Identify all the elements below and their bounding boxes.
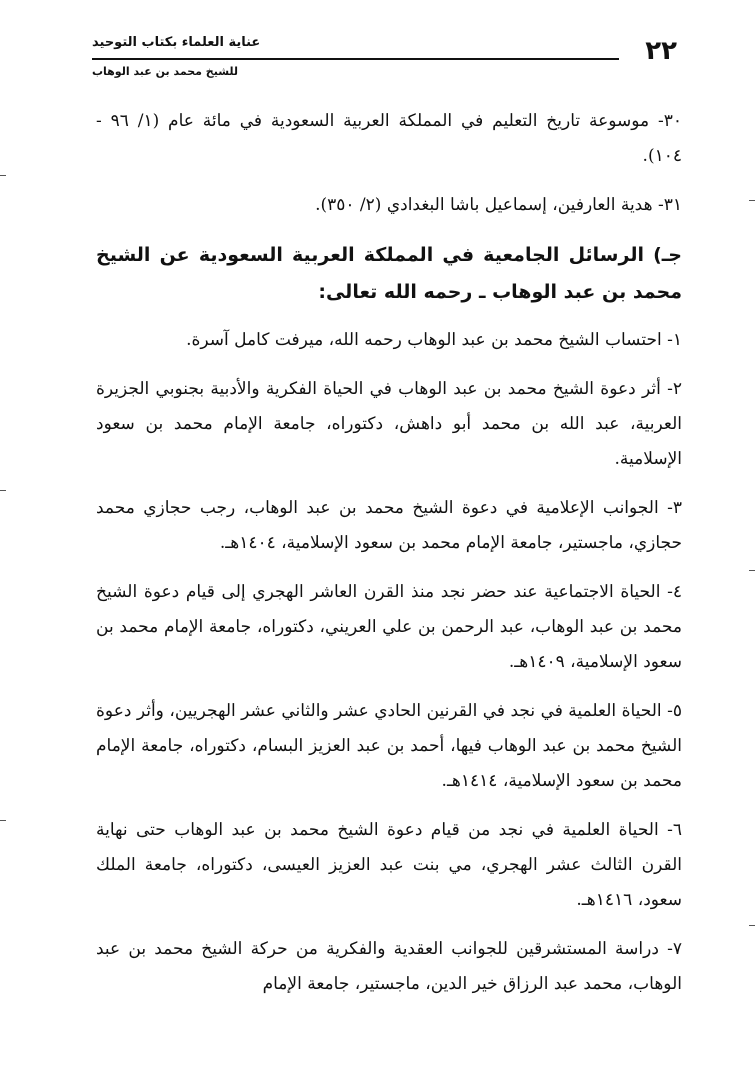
reference-text: موسوعة تاريخ التعليم في المملكة العربية السعودية في مائة عام (١/ ٩٦ - ١٠٤). — [96, 111, 682, 166]
book-title: عناية العلماء بكتاب التوحيد — [92, 35, 261, 50]
book-subtitle: للشيخ محمد بن عبد الوهاب — [92, 65, 239, 78]
item-number: ٢- — [660, 379, 682, 399]
margin-tick — [749, 200, 755, 201]
list-item — [96, 694, 682, 799]
item-number: ١- — [661, 330, 682, 350]
item-text: الحياة الاجتماعية عند حضر نجد منذ القرن العاشر الهجري إلى قيام دعوة الشيخ محمد بن عبد الوهاب، عبد الرحمن بن علي العريني، دكتوراه، جامعة الإمام محمد بن سعود الإسلامية، ١٤٠٩هـ. — [96, 582, 682, 672]
list-item — [96, 575, 682, 680]
header-rule — [92, 58, 619, 60]
reference-number: ٣٠- — [649, 111, 682, 131]
section-heading: جـ) الرسائل الجامعية في المملكة العربية السعودية عن الشيخ محمد بن عبد الوهاب ـ رحمه الله تعالى: — [96, 244, 682, 303]
list-item — [96, 372, 682, 477]
margin-tick — [749, 570, 755, 571]
margin-tick — [0, 490, 6, 491]
item-number: ٥- — [661, 701, 683, 721]
list-item — [96, 932, 682, 1002]
margin-tick — [749, 925, 755, 926]
list-item — [96, 323, 682, 358]
item-text: دراسة المستشرقين للجوانب العقدية والفكرية من حركة الشيخ محمد بن عبد الوهاب، محمد عبد الرزاق خير الدين، ماجستير، جامعة الإمام — [96, 939, 682, 994]
item-text: الحياة العلمية في نجد من قيام دعوة الشيخ محمد بن عبد الوهاب حتى نهاية القرن الثالث عشر الهجري، مي بنت عبد العزيز العيسى، دكتوراه، جامعة الملك سعود، ١٤١٦هـ. — [96, 820, 682, 910]
item-text: أثر دعوة الشيخ محمد بن عبد الوهاب في الحياة الفكرية والأدبية بجنوبي الجزيرة العربية، عبد الله بن محمد أبو داهش، دكتوراه، جامعة الإمام محمد بن سعود الإسلامية. — [96, 379, 682, 469]
running-header — [92, 32, 677, 92]
reference-31 — [96, 188, 682, 223]
reference-number: ٣١- — [652, 195, 682, 215]
reference-text: هدية العارفين، إسماعيل باشا البغدادي (٢/ ٣٥٠). — [315, 195, 653, 215]
list-item — [96, 491, 682, 561]
margin-tick — [0, 175, 6, 176]
item-text: الجوانب الإعلامية في دعوة الشيخ محمد بن عبد الوهاب، رجب حجازي محمد حجازي، ماجستير، جامعة الإمام محمد بن سعود الإسلامية، ١٤٠٤هـ. — [96, 498, 682, 553]
page-number: ٢٢ — [645, 36, 677, 66]
item-number: ٦- — [658, 820, 682, 840]
item-number: ٣- — [658, 498, 682, 518]
margin-tick — [0, 820, 6, 821]
list-item — [96, 813, 682, 918]
item-text: الحياة العلمية في نجد في القرنين الحادي عشر والثاني عشر الهجريين، وأثر دعوة الشيخ محمد بن عبد الوهاب فيها، أحمد بن عبد العزيز البسام، دكتوراه، جامعة الإمام محمد بن سعود الإسلامية، ١٤١٤هـ. — [96, 701, 682, 791]
reference-30 — [96, 104, 682, 174]
item-text: احتساب الشيخ محمد بن عبد الوهاب رحمه الله، ميرفت كامل آسرة. — [186, 330, 662, 350]
item-number: ٧- — [658, 939, 682, 959]
page-content — [96, 104, 682, 1016]
item-number: ٤- — [660, 582, 682, 602]
